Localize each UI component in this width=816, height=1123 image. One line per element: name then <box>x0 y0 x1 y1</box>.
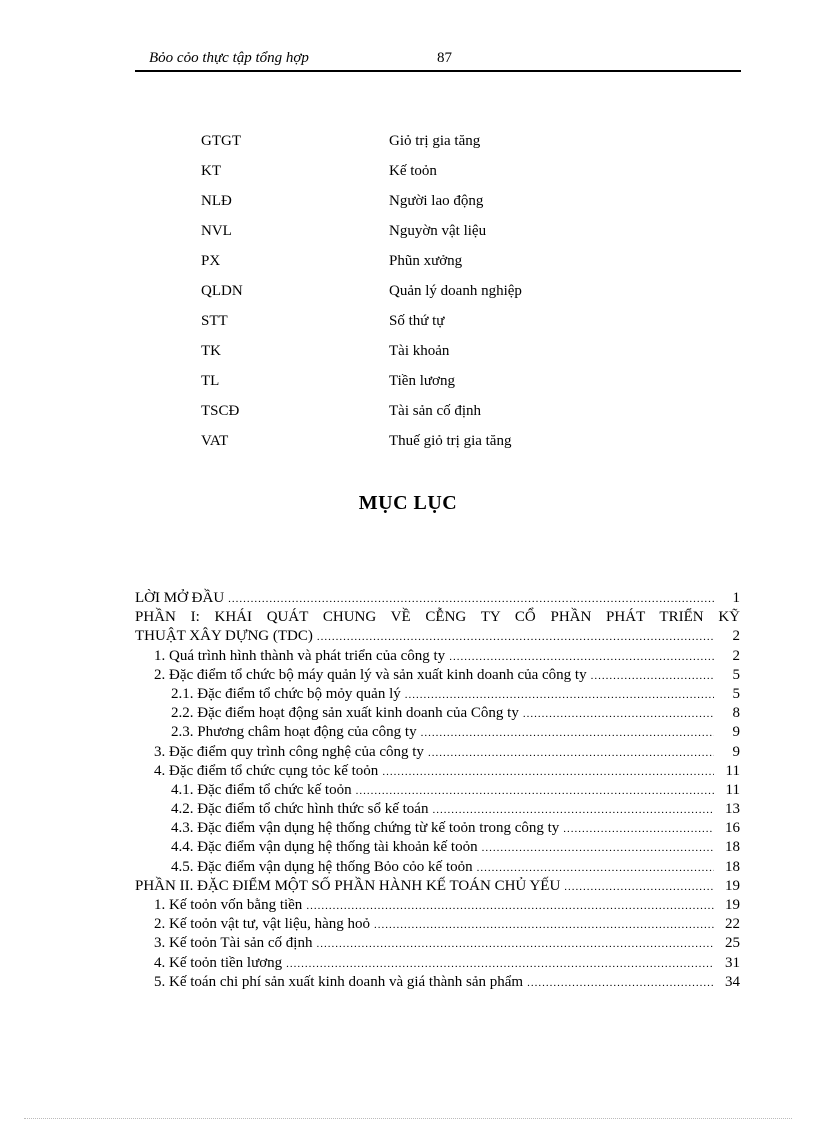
abbreviation-code: NVL <box>201 223 232 239</box>
header-title: Bỏo cỏo thực tập tổng hợp <box>149 50 309 66</box>
table-of-contents <box>135 589 740 992</box>
abbreviation-row <box>201 283 621 313</box>
abbreviation-code: KT <box>201 163 221 179</box>
toc-entry-page: 19 <box>725 877 740 894</box>
abbreviation-meaning: Phũn xưởng <box>389 253 463 269</box>
toc-entry-page: 5 <box>732 685 740 702</box>
toc-title: MỤC LỤC <box>358 492 458 514</box>
toc-entry-label: 4.3. Đặc điểm vận dụng hệ thống chứng từ kế toỏn trong công ty <box>171 820 560 837</box>
toc-entry-page: 16 <box>725 820 740 837</box>
toc-entry-label: 4. Đặc điểm tổ chức cụng tỏc kế toỏn <box>154 762 379 779</box>
toc-entry-label: 2.1. Đặc điểm tổ chức bộ mỏy quản lý <box>171 685 401 702</box>
abbreviation-meaning: Tiền lương <box>389 373 455 389</box>
toc-entry[interactable] <box>135 954 740 973</box>
abbreviation-row <box>201 223 621 253</box>
toc-entry-label: 2.3. Phương châm hoạt động của công ty <box>171 724 417 741</box>
toc-entry[interactable] <box>135 934 740 953</box>
toc-leader-dots <box>317 628 714 647</box>
abbreviation-row <box>201 133 621 163</box>
toc-leader-dots <box>564 878 714 897</box>
toc-leader-dots <box>228 590 714 609</box>
toc-entry-page: 18 <box>725 839 740 856</box>
toc-entry-intro[interactable] <box>135 589 740 608</box>
toc-entry-label: 4.1. Đặc điểm tổ chức kế toỏn <box>171 781 352 798</box>
abbreviation-code: QLDN <box>201 283 243 299</box>
abbreviation-code: PX <box>201 253 221 269</box>
toc-entry-page: 2 <box>732 647 740 664</box>
abbreviation-meaning: Người lao động <box>389 193 484 209</box>
toc-leader-dots <box>523 705 714 724</box>
toc-part1-heading-line2[interactable] <box>135 627 740 646</box>
toc-entry-label: 2. Đặc điểm tổ chức bộ máy quản lý và sản xuất kinh doanh của công ty <box>154 666 587 683</box>
abbreviation-meaning: Quản lý doanh nghiệp <box>389 283 522 299</box>
footer-divider <box>24 1118 792 1119</box>
toc-entry-page: 8 <box>732 705 740 722</box>
toc-part1-heading-line1[interactable]: PHẦN I: KHÁI QUÁT CHUNG VỀ CỄNG TY CỔ PHẦN PHÁT TRIỂN KỸ <box>135 609 740 626</box>
abbreviation-code: TL <box>201 373 220 389</box>
abbreviation-row <box>201 253 621 283</box>
toc-entry[interactable] <box>135 704 740 723</box>
abbreviation-code: TSCĐ <box>201 403 240 419</box>
toc-leader-dots <box>527 974 714 993</box>
toc-entry-label: THUẬT XÂY DỰNG (TDC) <box>135 628 313 645</box>
toc-entry-page: 31 <box>725 954 740 971</box>
toc-entry[interactable] <box>135 647 740 666</box>
toc-entry[interactable] <box>135 762 740 781</box>
toc-entry[interactable] <box>135 685 740 704</box>
toc-entry-label: 4.4. Đặc điểm vận dụng hệ thống tài khoản kế toỏn <box>171 839 478 856</box>
toc-entry-label: 5. Kế toán chi phí sản xuất kinh doanh và giá thành sản phẩm <box>154 973 524 990</box>
abbreviation-code: GTGT <box>201 133 241 149</box>
abbreviation-code: STT <box>201 313 228 329</box>
abbreviation-code: TK <box>201 343 221 359</box>
toc-entry-label: PHẦN II. ĐẶC ĐIỂM MỘT SỐ PHẦN HÀNH KẾ TOÁN CHỦ YẾU <box>135 877 561 894</box>
toc-entry[interactable] <box>135 723 740 742</box>
toc-leader-dots <box>316 935 714 954</box>
toc-leader-dots <box>477 859 714 878</box>
toc-entry-page: 22 <box>725 916 740 933</box>
toc-entry[interactable] <box>135 915 740 934</box>
toc-leader-dots <box>306 897 714 916</box>
abbreviation-meaning: Tài khoản <box>389 343 450 359</box>
page-header <box>135 48 741 72</box>
abbreviation-meaning: Thuế giỏ trị gia tăng <box>389 433 512 449</box>
toc-entry[interactable] <box>135 858 740 877</box>
toc-leader-dots <box>432 801 714 820</box>
toc-entry-label: LỜI MỞ ĐẦU <box>135 590 225 606</box>
toc-leader-dots <box>374 916 714 935</box>
abbreviation-row <box>201 403 621 433</box>
toc-entry-page: 19 <box>725 897 740 913</box>
toc-entry-label: 1. Quá trình hình thành và phát triển của công ty <box>154 647 446 664</box>
abbreviation-row <box>201 163 621 193</box>
toc-entry[interactable] <box>135 743 740 762</box>
abbreviation-meaning: Nguyờn vật liệu <box>389 223 487 239</box>
toc-entry-label: 1. Kế toỏn vốn bằng tiền <box>154 897 303 913</box>
abbreviation-row <box>201 433 621 463</box>
abbreviation-row <box>201 343 621 373</box>
toc-entry-page: 25 <box>725 935 740 952</box>
toc-entry[interactable] <box>135 781 740 800</box>
abbreviation-row <box>201 373 621 403</box>
toc-leader-dots <box>356 782 714 801</box>
toc-entry[interactable] <box>135 838 740 857</box>
toc-entry-label: 4.2. Đặc điểm tổ chức hình thức sổ kế toán <box>171 801 429 818</box>
toc-entry-page: 13 <box>725 801 740 818</box>
toc-entry-label: 2.2. Đặc điểm hoạt động sản xuất kinh doanh của Công ty <box>171 705 519 722</box>
abbreviation-meaning: Kế toỏn <box>389 163 437 179</box>
toc-leader-dots <box>563 820 714 839</box>
toc-entry[interactable] <box>135 973 740 992</box>
toc-entry-page: 9 <box>732 743 740 760</box>
toc-entry-page: 18 <box>725 858 740 875</box>
abbreviation-code: VAT <box>201 433 229 449</box>
toc-leader-dots <box>405 686 714 705</box>
toc-entry-page: 2 <box>732 628 740 645</box>
toc-leader-dots <box>382 763 714 782</box>
toc-entry-page: 1 <box>732 590 740 606</box>
toc-leader-dots <box>482 839 714 858</box>
toc-entry-label: 3. Kế toỏn Tài sản cố định <box>154 935 313 952</box>
toc-entry-label: 2. Kế toỏn vật tư, vật liệu, hàng hoỏ <box>154 916 371 933</box>
abbreviation-meaning: Tài sản cố định <box>389 403 482 419</box>
toc-part2-heading[interactable] <box>135 877 740 896</box>
toc-leader-dots <box>428 744 714 763</box>
toc-entry-label: 4. Kế toỏn tiền lương <box>154 954 283 971</box>
abbreviation-code: NLĐ <box>201 193 232 209</box>
toc-leader-dots <box>421 724 714 743</box>
toc-entry-label: 4.5. Đặc điểm vận dụng hệ thống Bỏo cỏo kế toỏn <box>171 858 473 875</box>
toc-entry-page: 11 <box>725 781 740 798</box>
toc-entry-page: 11 <box>725 762 740 779</box>
abbreviation-meaning: Số thứ tự <box>389 313 445 329</box>
toc-entry[interactable] <box>135 800 740 819</box>
toc-leader-dots <box>591 667 714 686</box>
abbreviation-row <box>201 313 621 343</box>
toc-entry[interactable] <box>135 896 740 915</box>
toc-leader-dots <box>449 648 714 667</box>
header-page-number: 87 <box>437 50 452 66</box>
toc-entry[interactable] <box>135 819 740 838</box>
abbreviation-row <box>201 193 621 223</box>
toc-entry-page: 34 <box>725 973 740 990</box>
abbreviation-meaning: Giỏ trị gia tăng <box>389 133 481 149</box>
toc-entry-page: 5 <box>732 666 740 683</box>
abbreviation-list <box>201 133 621 463</box>
toc-leader-dots <box>286 955 714 974</box>
toc-entry-label: 3. Đặc điểm quy trình công nghệ của công ty <box>154 743 424 760</box>
toc-entry[interactable] <box>135 666 740 685</box>
toc-entry-page: 9 <box>732 724 740 741</box>
